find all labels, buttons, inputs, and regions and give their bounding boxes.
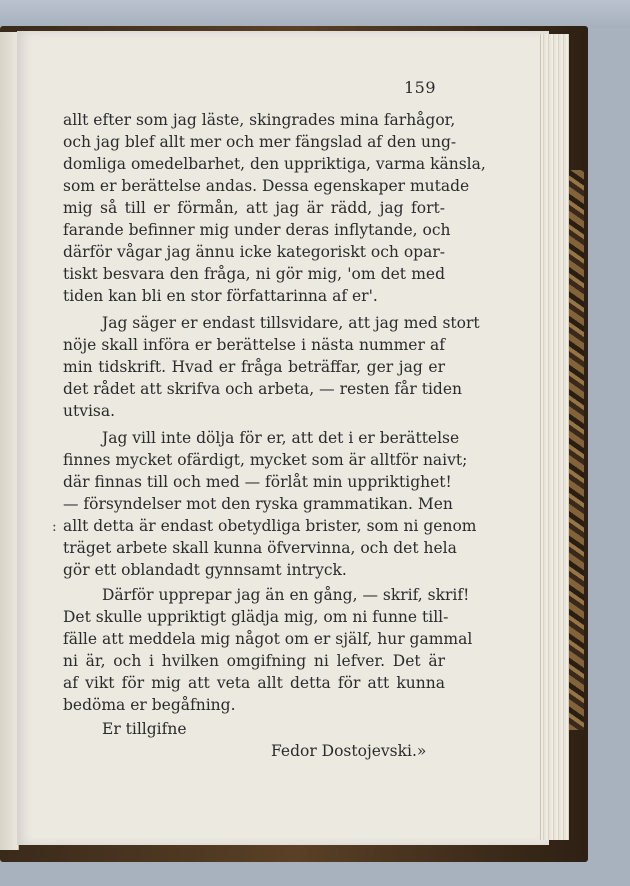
page-stack-edges bbox=[540, 34, 569, 840]
text-line: Jag säger er endast tillsvidare, att jag med stort bbox=[102, 314, 480, 332]
text-line: farande befinner mig under deras inflytande, och bbox=[63, 221, 451, 239]
scan-background bbox=[0, 0, 630, 28]
text-line: ni är, och i hvilken omgifning ni lefver. Det är bbox=[63, 652, 445, 670]
text-line: — försyndelser mot den ryska grammatikan. Men bbox=[63, 495, 453, 513]
signature-line: Fedor Dostojevski.» bbox=[271, 742, 427, 760]
text-line: Det skulle uppriktigt glädja mig, om ni funne till- bbox=[63, 608, 449, 626]
text-line: finnes mycket ofärdigt, mycket som är alltför naivt; bbox=[63, 451, 468, 469]
text-line: tiden kan bli en stor författarinna af er'. bbox=[63, 287, 378, 305]
text-line: träget arbete skall kunna öfvervinna, och det hela bbox=[63, 539, 457, 557]
text-line: af vikt för mig att veta allt detta för att kunna bbox=[63, 674, 445, 692]
text-line: allt efter som jag läste, skingrades mina farhågor, bbox=[63, 111, 456, 129]
text-line: som er berättelse andas. Dessa egenskaper mutade bbox=[63, 177, 470, 195]
page-number: 159 bbox=[404, 78, 437, 97]
text-line: och jag blef allt mer och mer fängslad af den ung- bbox=[63, 133, 457, 151]
text-line: där finnas till och med — förlåt min uppriktighet! bbox=[63, 473, 452, 491]
text-line: allt detta är endast obetydliga brister, som ni genom bbox=[63, 517, 477, 535]
text-line: därför vågar jag ännu icke kategoriskt och opar- bbox=[63, 243, 445, 261]
marbled-cover-edge bbox=[568, 170, 584, 730]
text-line: fälle att meddela mig något om er själf, hur gammal bbox=[63, 630, 473, 648]
text-line: Därför upprepar jag än en gång, — skrif, skrif! bbox=[102, 586, 470, 604]
text-line: min tidskrift. Hvad er fråga beträffar, ger jag er bbox=[63, 358, 445, 376]
text-line: bedöma er begåfning. bbox=[63, 696, 236, 714]
text-line: tiskt besvara den fråga, ni gör mig, 'om det med bbox=[63, 265, 445, 283]
text-line: mig så till er förmån, att jag är rädd, jag fort- bbox=[63, 199, 445, 217]
margin-mark: : bbox=[52, 519, 57, 535]
text-line: domliga omedelbarhet, den uppriktiga, varma känsla, bbox=[63, 155, 486, 173]
text-line: utvisa. bbox=[63, 402, 116, 420]
text-line: nöje skall införa er berättelse i nästa nummer af bbox=[63, 336, 445, 354]
text-line: gör ett oblandadt gynnsamt intryck. bbox=[63, 561, 347, 579]
text-line: Jag vill inte dölja för er, att det i er berättelse bbox=[102, 429, 460, 447]
text-line: det rådet att skrifva och arbeta, — resten får tiden bbox=[63, 380, 462, 398]
closing-salutation: Er tillgifne bbox=[102, 720, 187, 738]
